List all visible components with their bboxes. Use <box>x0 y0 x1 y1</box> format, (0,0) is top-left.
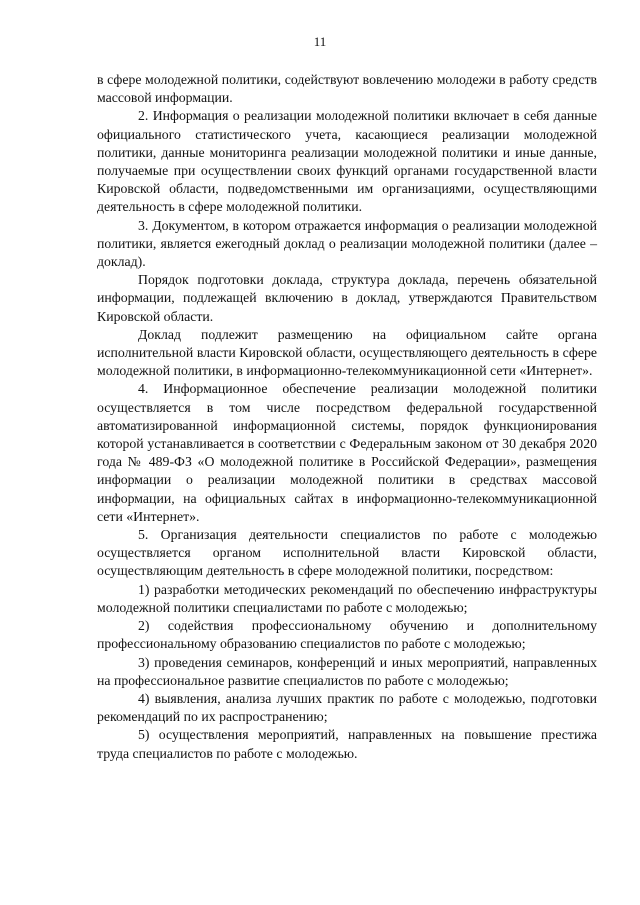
paragraph-continuation: в сфере молодежной политики, содействуют вовлечению молодежи в работу средств массовой информации. <box>97 72 597 106</box>
paragraph-report-publication: Доклад подлежит размещению на официальном сайте органа исполнительной власти Кировской области, осуществляющего деятельность в сфере молодежной политики, в информационно-телекоммуникационной сети «Интернет». <box>97 326 597 379</box>
paragraph-item-2: 2. Информация о реализации молодежной политики включает в себя данные официального статистического учета, касающиеся реализации молодежной политики, данные мониторинга реализации молодежной политики и иные данные, получаемые при осуществлении своих функций органами государственной власти Кировской области, подведомственными им организациями, осуществляющими деятельность в сфере молодежной политики. <box>97 108 597 215</box>
paragraph-report-procedure: Порядок подготовки доклада, структура доклада, перечень обязательной информации, подлежащей включению в доклад, утверждаются Правительством Кировской области. <box>97 272 597 324</box>
list-item-2: 2) содействия профессиональному обучению и дополнительному профессиональному образованию специалистов по работе с молодежью; <box>97 618 597 652</box>
paragraph-item-5: 5. Организация деятельности специалистов по работе с молодежью осуществляется органом исполнительной власти Кировской области, осуществляющим деятельность в сфере молодежной политики, посредством: <box>97 527 597 579</box>
list-item-5: 5) осуществления мероприятий, направленных на повышение престижа труда специалистов по работе с молодежью. <box>97 727 597 761</box>
page-number: 11 <box>313 34 327 49</box>
list-item-1: 1) разработки методических рекомендаций по обеспечению инфраструктуры молодежной политики специалистами по работе с молодежью; <box>97 581 597 615</box>
list-item-4: 4) выявления, анализа лучших практик по работе с молодежью, подготовки рекомендаций по их распространению; <box>97 690 597 725</box>
paragraph-item-3: 3. Документом, в котором отражается информация о реализации молодежной политики, является ежегодный доклад о реализации молодежной политики (далее – доклад). <box>97 217 597 270</box>
paragraph-item-4: 4. Информационное обеспечение реализации молодежной политики осуществляется в том числе посредством федеральной государственной автоматизированной информационной системы, порядок функционирования которой устанавливается в соответствии с Федеральным законом от 30 декабря 2020 года № 489-ФЗ «О молодежной политике в Российской Федерации», размещения информации о реализации молодежной политики в средствах массовой информации, на официальных сайтах в информационно-телекоммуникационной сети «Интернет». <box>97 381 597 524</box>
document-body <box>97 71 597 763</box>
list-item-3: 3) проведения семинаров, конференций и иных мероприятий, направленных на профессиональное развитие специалистов по работе с молодежью; <box>97 654 597 688</box>
